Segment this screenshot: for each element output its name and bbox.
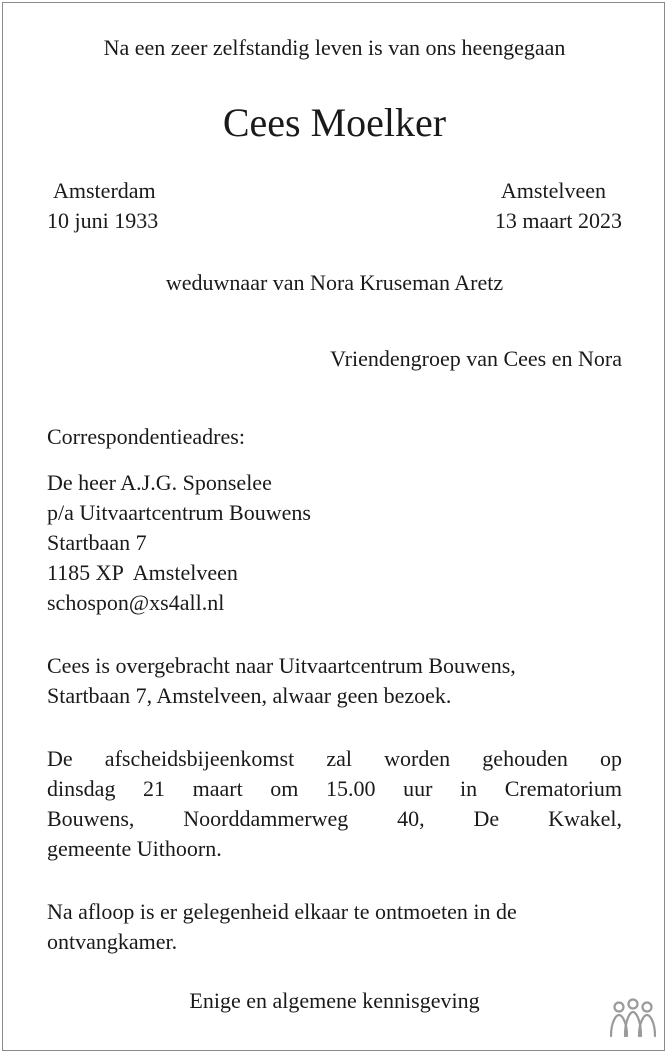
transfer-line: Cees is overgebracht naar Uitvaartcentrum Bouwens, [47, 653, 516, 678]
signatory-text: Vriendengroep van Cees en Nora [330, 346, 622, 371]
people-group-icon [608, 998, 658, 1040]
death-place: Amstelveen [500, 178, 606, 203]
death-date: 13 maart 2023 [494, 208, 622, 233]
ceremony-line: Bouwens, Noorddammerweg 40, De Kwakel, [47, 806, 622, 831]
ceremony-line: De afscheidsbijeenkomst zal worden gehouden op [47, 746, 622, 771]
ceremony-line: dinsdag 21 maart om 15.00 uur in Crematorium [47, 776, 622, 801]
reception-line: ontvangkamer. [47, 929, 178, 954]
closing-text: Enige en algemene kennisgeving [189, 988, 480, 1013]
reception-line: Na afloop is er gelegenheid elkaar te ontmoeten in de [47, 899, 517, 924]
relation-text: weduwnaar van Nora Kruseman Aretz [165, 270, 504, 295]
address-line: p/a Uitvaartcentrum Bouwens [47, 500, 311, 525]
birth-place: Amsterdam [53, 178, 156, 203]
transfer-line: Startbaan 7, Amstelveen, alwaar geen bezoek. [47, 683, 452, 708]
birth-date: 10 juni 1933 [47, 208, 159, 233]
address-line: Startbaan 7 [47, 530, 147, 555]
address-line: 1185 XP Amstelveen [47, 560, 238, 585]
intro-text: Na een zeer zelfstandig leven is van ons heengegaan [103, 35, 566, 60]
deceased-name: Cees Moelker [222, 100, 447, 145]
ceremony-line: gemeente Uithoorn. [47, 836, 222, 861]
address-line: De heer A.J.G. Sponselee [47, 470, 272, 495]
email-address: schospon@xs4all.nl [47, 590, 225, 615]
correspondence-heading: Correspondentieadres: [47, 424, 245, 449]
